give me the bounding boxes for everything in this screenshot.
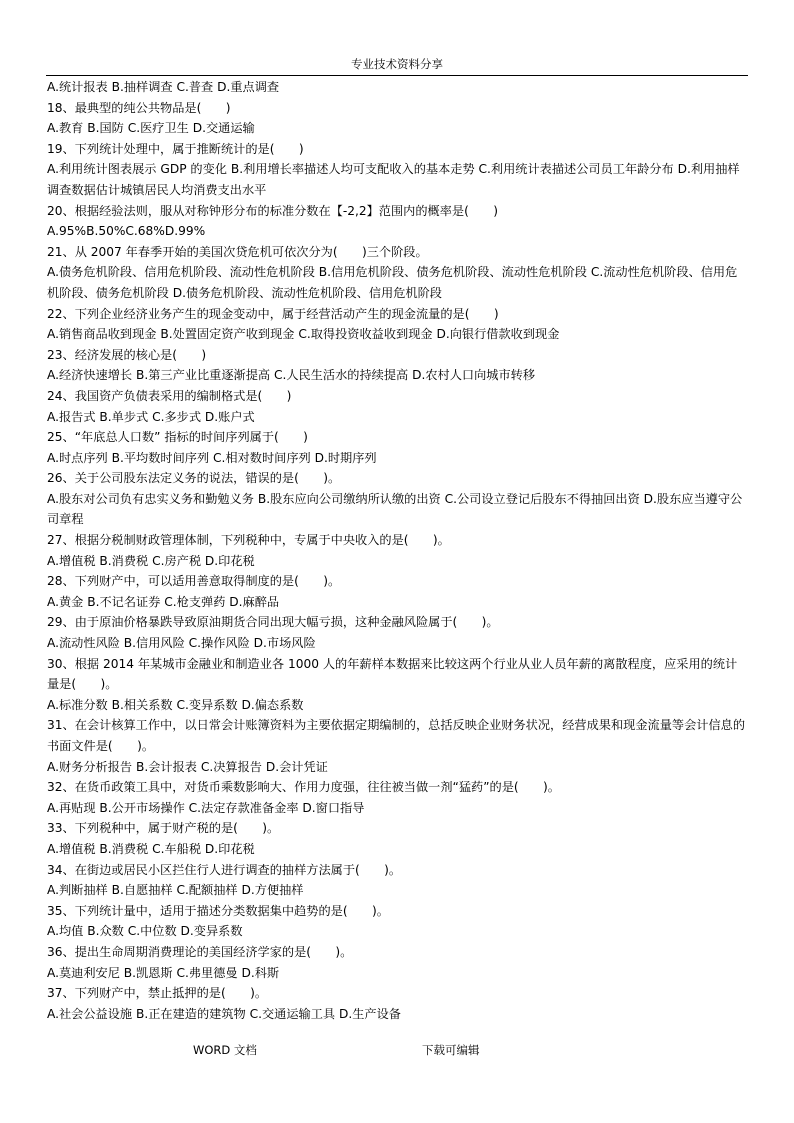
question-stem: 18、最典型的纯公共物品是( ): [47, 100, 231, 115]
answer-options: A.时点序列 B.平均数时间序列 C.相对数时间序列 D.时期序列: [47, 450, 377, 465]
answer-options: A.标准分数 B.相关系数 C.变异系数 D.偏态系数: [47, 697, 304, 712]
question-list: [47, 77, 747, 1024]
question-stem: 20、根据经验法则，服从对称钟形分布的标准分数在【-2,2】范围内的概率是( ): [47, 203, 498, 218]
answer-options: A.95%B.50%C.68%D.99%: [47, 224, 206, 239]
question-stem: 28、下列财产中，可以适用善意取得制度的是( )。: [47, 574, 341, 589]
page-header: 专业技术资料分享: [46, 55, 748, 76]
question-stem: 22、下列企业经济业务产生的现金变动中，属于经营活动产生的现金流量的是( ): [47, 306, 499, 321]
question-stem: 31、在会计核算工作中，以日常会计账簿资料为主要依据定期编制的，总括反映企业财务状况，经营成果和现金流量等会计信息的书面文件是( )。: [47, 718, 746, 753]
answer-options: A.再贴现 B.公开市场操作 C.法定存款准备金率 D.窗口指导: [47, 800, 365, 815]
question-stem: 33、下列税种中，属于财产税的是( )。: [47, 821, 280, 836]
answer-options: A.流动性风险 B.信用风险 C.操作风险 D.市场风险: [47, 636, 316, 651]
answer-options: A.财务分析报告 B.会计报表 C.决算报告 D.会计凭证: [47, 759, 328, 774]
footer-right-text: 下载可编辑: [422, 1043, 480, 1057]
text-line: A.统计报表 B.抽样调查 C.普查 D.重点调查: [47, 80, 280, 94]
answer-options: A.黄金 B.不记名证券 C.枪支弹药 D.麻醉品: [47, 594, 280, 609]
question-stem: 21、从 2007 年春季开始的美国次贷危机可依次分为( )三个阶段。: [47, 244, 428, 259]
question-stem: 26、关于公司股东法定义务的说法，错误的是( )。: [47, 471, 341, 486]
question-stem: 23、经济发展的核心是( ): [47, 347, 207, 362]
question-stem: 36、提出生命周期消费理论的美国经济学家的是( )。: [47, 944, 353, 959]
answer-options: A.均值 B.众数 C.中位数 D.变异系数: [47, 924, 243, 939]
footer-left-text: WORD 文档: [193, 1043, 257, 1057]
answer-options: A.销售商品收到现金 B.处置固定资产收到现金 C.取得投资收益收到现金 D.向银行借款收到现金: [47, 327, 560, 342]
question-stem: 35、下列统计量中，适用于描述分类数据集中趋势的是( )。: [47, 903, 389, 918]
question-stem: 30、根据 2014 年某城市金融业和制造业各 1000 人的年薪样本数据来比较这两个行业从业人员年薪的离散程度，应采用的统计量是( )。: [47, 656, 738, 692]
answer-options: A.增值税 B.消费税 C.房产税 D.印花税: [47, 553, 255, 568]
question-stem: 24、我国资产负债表采用的编制格式是( ): [47, 388, 292, 403]
answer-options: A.报告式 B.单步式 C.多步式 D.账户式: [47, 409, 255, 424]
answer-options: A.增值税 B.消费税 C.车船税 D.印花税: [47, 841, 255, 856]
question-stem: 29、由于原油价格暴跌导致原油期货合同出现大幅亏损，这种金融风险属于( )。: [47, 615, 499, 630]
answer-options: A.利用统计图表展示 GDP 的变化 B.利用增长率描述人均可支配收入的基本走势 C.利用统计表描述公司员工年龄分布 D.利用抽样调查数据估计城镇居民人均消费支出水平: [47, 162, 740, 197]
answer-options: A.股东对公司负有忠实义务和勤勉义务 B.股东应向公司缴纳所认缴的出资 C.公司设立登记后股东不得抽回出资 D.股东应当遵守公司章程: [47, 491, 743, 527]
question-stem: 34、在街边或居民小区拦住行人进行调查的抽样方法属于( )。: [47, 862, 402, 877]
answer-options: A.判断抽样 B.自愿抽样 C.配额抽样 D.方便抽样: [47, 883, 304, 898]
answer-options: A.莫迪利安尼 B.凯恩斯 C.弗里德曼 D.科斯: [47, 965, 280, 980]
question-stem: 19、下列统计处理中，属于推断统计的是( ): [47, 141, 304, 156]
question-stem: 27、根据分税制财政管理体制，下列税种中，专属于中央收入的是( )。: [47, 533, 450, 548]
question-stem: 25、“年底总人口数” 指标的时间序列属于( ): [47, 430, 308, 445]
question-stem: 32、在货币政策工具中，对货币乘数影响大、作用力度强，往往被当做一剂“猛药”的是( )。: [47, 780, 560, 795]
answer-options: A.社会公益设施 B.正在建造的建筑物 C.交通运输工具 D.生产设备: [47, 1006, 401, 1021]
answer-options: A.债务危机阶段、信用危机阶段、流动性危机阶段 B.信用危机阶段、债务危机阶段、流动性危机阶段 C.流动性危机阶段、信用危机阶段、债务危机阶段 D.债务危机阶段、流动性危机阶段、信用危机阶段: [47, 265, 738, 300]
answer-options: A.经济快速增长 B.第三产业比重逐渐提高 C.人民生活水的持续提高 D.农村人口向城市转移: [47, 368, 536, 383]
question-stem: 37、下列财产中，禁止抵押的是( )。: [47, 986, 268, 1001]
answer-options: A.教育 B.国防 C.医疗卫生 D.交通运输: [47, 121, 255, 136]
